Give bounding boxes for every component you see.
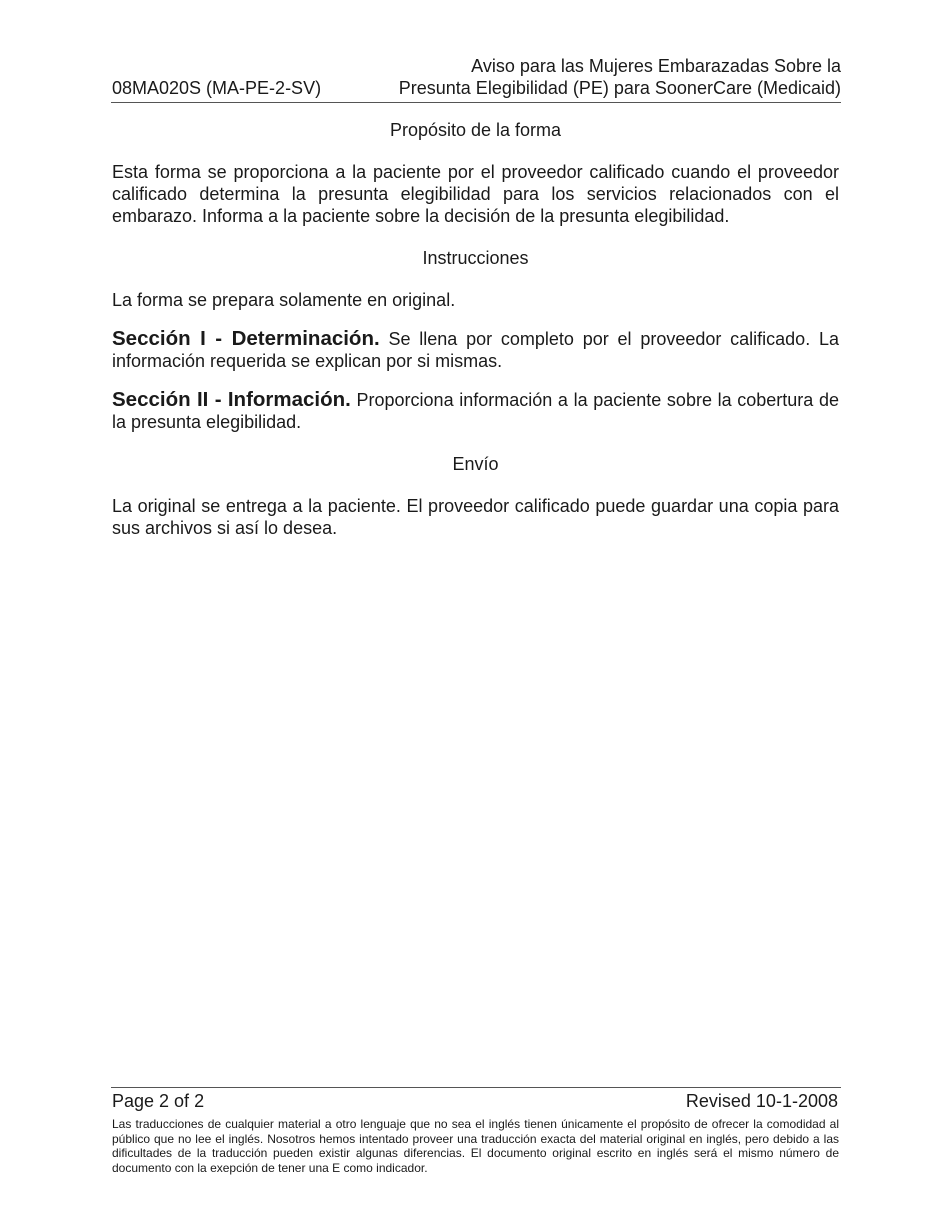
main-content <box>112 119 839 539</box>
delivery-paragraph: La original se entrega a la paciente. El proveedor calificado puede guardar una copia para sus archivos si así lo desea. <box>112 496 839 538</box>
document-title-line-1: Aviso para las Mujeres Embarazadas Sobre la <box>471 56 841 76</box>
section-1-text: Se llena por completo por el proveedor calificado. La información requerida se explican por si mismas. <box>112 329 840 371</box>
instructions-heading: Instrucciones <box>422 248 529 268</box>
footer-row <box>111 1088 841 1116</box>
section-1-paragraph <box>112 328 839 372</box>
purpose-heading: Propósito de la forma <box>389 120 562 140</box>
page-header <box>111 56 841 103</box>
form-code: 08MA020S (MA-PE-2-SV) <box>112 78 322 98</box>
document-title <box>399 55 841 99</box>
revision-date: Revised 10-1-2008 <box>685 1091 838 1111</box>
instructions-paragraph: La forma se prepara solamente en original. <box>112 290 456 310</box>
delivery-heading: Envío <box>452 454 499 474</box>
section-2-label: Sección II - Información. <box>112 388 351 411</box>
translation-disclaimer: Las traducciones de cualquier material a otro lenguaje que no sea el inglés tienen únicamente el propósito de ofrecer la comodidad al público que no lee el inglés. Nosotros hemos intentado proveer una traducción exacta del material original en inglés, pero debido a las dificultades de la traducción pueden existir algunas diferencias. El documento original escrito en inglés será el mismo número de documento con la exepción de tener una E como indicador. <box>112 1117 839 1175</box>
section-1-label: Sección I - Determinación. <box>112 327 380 350</box>
purpose-paragraph: Esta forma se proporciona a la paciente por el proveedor calificado cuando el proveedor calificado determina la presunta elegibilidad para los servicios relacionados con el embarazo. Informa a la paciente sobre la decisión de la presunta elegibilidad. <box>112 162 839 226</box>
section-2-paragraph <box>112 389 839 433</box>
section-2-text: Proporciona información a la paciente sobre la cobertura de la presunta elegibilidad. <box>112 390 839 432</box>
page-number: Page 2 of 2 <box>112 1091 205 1111</box>
document-title-line-2: Presunta Elegibilidad (PE) para SoonerCare (Medicaid) <box>398 78 841 98</box>
page-footer <box>111 1087 841 1175</box>
